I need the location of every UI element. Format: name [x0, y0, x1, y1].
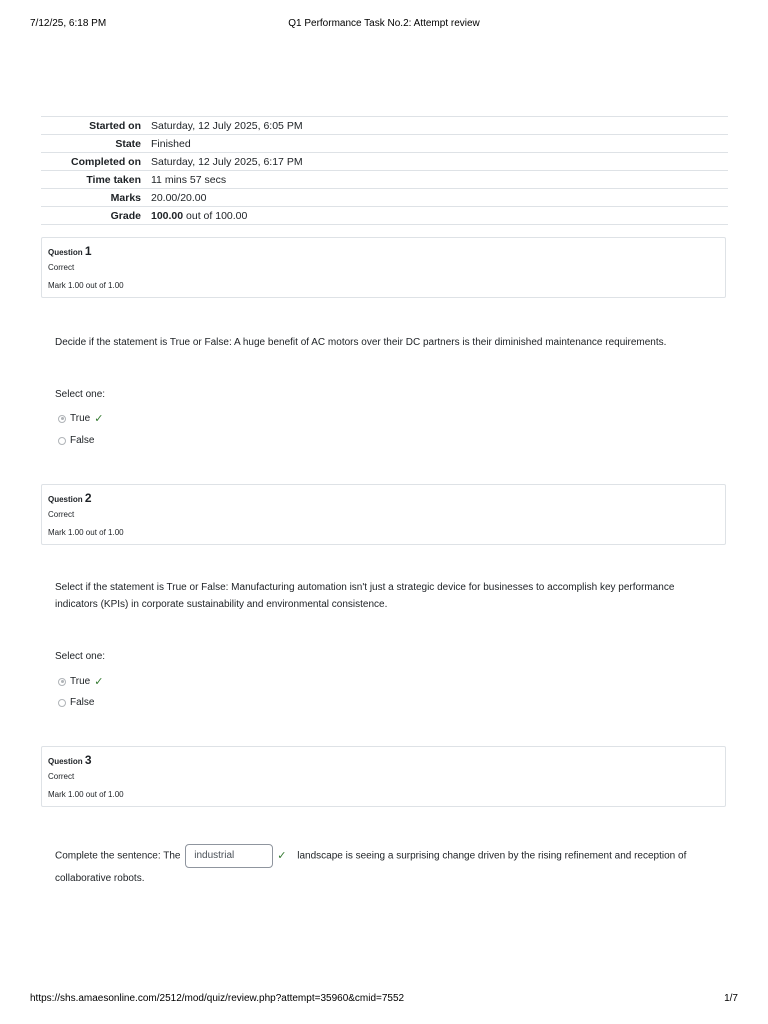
print-page-number: 1/7	[724, 993, 738, 1004]
answer-option-true[interactable]	[58, 675, 103, 688]
summary-label: Completed on	[71, 155, 141, 168]
summary-label: Grade	[110, 209, 141, 222]
print-datetime: 7/12/25, 6:18 PM	[30, 18, 107, 29]
question-num: 3	[84, 753, 92, 767]
print-url: https://shs.amaesonline.com/2512/mod/quiz/review.php?attempt=35960&cmid=7552	[30, 993, 405, 1004]
check-icon: ✓	[94, 413, 104, 425]
summary-row	[41, 135, 728, 153]
answer-option-false[interactable]	[58, 435, 94, 446]
summary-row	[41, 153, 728, 171]
question-number	[48, 491, 725, 507]
radio-checked[interactable]	[58, 415, 66, 423]
summary-label: Marks	[110, 191, 141, 204]
option-label: False	[70, 697, 95, 708]
attempt-summary-table	[41, 116, 728, 225]
question-num: 2	[84, 491, 92, 505]
answer-option-false[interactable]	[58, 697, 94, 708]
grade-out-of: out of 100.00	[183, 209, 248, 222]
summary-row	[41, 171, 728, 189]
radio-unchecked[interactable]	[58, 699, 66, 707]
select-one-label: Select one:	[55, 651, 106, 662]
summary-value: 11 mins 57 secs	[151, 173, 227, 186]
summary-row	[41, 117, 728, 135]
question-1-info	[41, 237, 726, 298]
summary-value: Saturday, 12 July 2025, 6:17 PM	[151, 155, 303, 168]
question-state: Correct	[48, 263, 75, 272]
summary-label: State	[115, 137, 141, 150]
question-1-text: Decide if the statement is True or False: A huge benefit of AC motors over their DC partners is their diminished maintenance requirements.	[55, 337, 667, 348]
summary-value: 20.00/20.00	[151, 191, 207, 204]
question-state: Correct	[48, 772, 75, 781]
sentence-before: Complete the sentence: The	[55, 850, 181, 862]
print-footer	[30, 993, 738, 1007]
answer-input[interactable]: industrial	[185, 844, 273, 868]
radio-unchecked[interactable]	[58, 437, 66, 445]
question-prefix: Question	[48, 495, 85, 504]
question-mark: Mark 1.00 out of 1.00	[48, 281, 124, 290]
print-page-title: Q1 Performance Task No.2: Attempt review	[288, 18, 480, 29]
answer-option-true[interactable]	[58, 412, 103, 425]
question-prefix: Question	[48, 248, 85, 257]
question-mark: Mark 1.00 out of 1.00	[48, 528, 124, 537]
radio-checked[interactable]	[58, 678, 66, 686]
summary-row	[41, 189, 728, 207]
question-number	[48, 244, 725, 260]
question-2-info	[41, 484, 726, 545]
question-2-text: Select if the statement is True or False: Manufacturing automation isn't just a strategic device for businesses to accomplish key performance indicators (KPIs) in corporate sustainability and environmental consistence.	[55, 582, 675, 610]
summary-value	[151, 207, 728, 225]
option-label: True	[70, 413, 91, 424]
option-label: True	[70, 676, 91, 687]
select-one-label: Select one:	[55, 389, 106, 400]
print-header	[30, 18, 738, 34]
question-num: 1	[84, 244, 92, 258]
grade-value: 100.00	[151, 209, 184, 222]
check-icon: ✓	[94, 676, 104, 688]
question-3-text	[55, 844, 715, 890]
question-state: Correct	[48, 510, 75, 519]
check-icon: ✓	[277, 849, 287, 862]
question-3-info	[41, 746, 726, 807]
question-number	[48, 753, 725, 769]
summary-label: Started on	[89, 119, 141, 132]
option-label: False	[70, 435, 95, 446]
summary-row	[41, 207, 728, 225]
summary-value: Finished	[151, 137, 191, 150]
question-prefix: Question	[48, 757, 85, 766]
sentence-after: landscape is seeing a surprising change driven by the rising refinement and reception of collaborative robots.	[55, 850, 687, 884]
summary-value: Saturday, 12 July 2025, 6:05 PM	[151, 119, 303, 132]
summary-label: Time taken	[86, 173, 141, 186]
question-mark: Mark 1.00 out of 1.00	[48, 790, 124, 799]
